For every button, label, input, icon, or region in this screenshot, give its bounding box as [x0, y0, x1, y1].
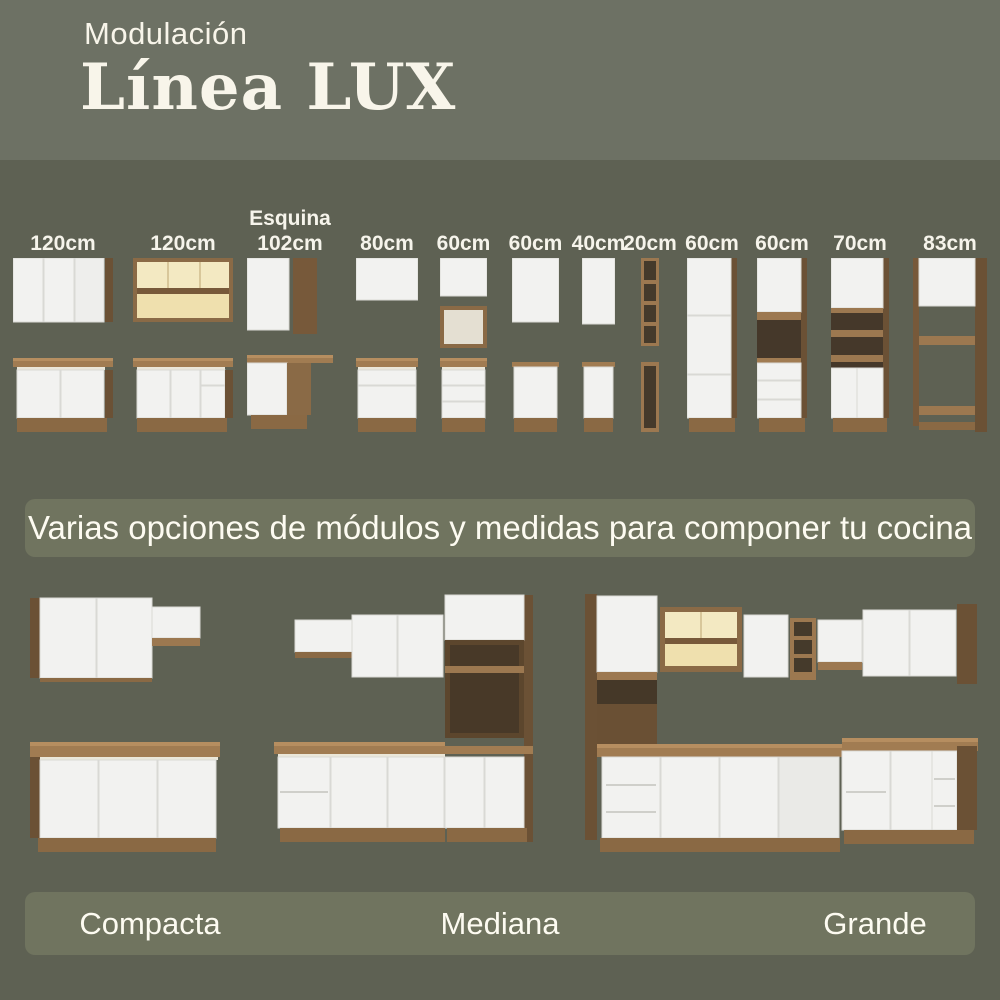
module-size-label: 40cm [571, 232, 626, 255]
cabinet-illustration-tall-pantry [687, 258, 737, 437]
cabinet-illustration-niche-drawers [440, 258, 487, 437]
banner [25, 499, 975, 557]
kitchen-grande-illustration [572, 586, 990, 883]
page-title: Línea LUX [80, 50, 457, 125]
module-column-60cm-tower [757, 200, 807, 432]
module-column-esquina-102cm [247, 200, 333, 432]
module-size-label: 80cm [360, 232, 414, 255]
header-section [0, 0, 1000, 160]
module-size-label: 60cm [508, 232, 563, 255]
cabinet-illustration-single-doors [512, 258, 559, 437]
cabinet-illustration-wall3-base2 [13, 258, 113, 437]
cabinet-illustration-open-shelf-narrow [641, 258, 659, 437]
module-size-label: 120cm [30, 232, 96, 255]
module-column-80cm [356, 200, 418, 432]
cabinet-illustration-oven-tower [757, 258, 807, 437]
kitchen-compacta-illustration [28, 590, 228, 870]
module-size-label: 83cm [923, 232, 977, 255]
module-column-120cm-b [133, 200, 233, 432]
cabinet-illustration-tall-open [913, 258, 987, 437]
module-column-83cm-tall [913, 200, 987, 432]
cabinet-illustration-narrow-doors [582, 258, 615, 437]
cabinet-illustration-tall-shelves [831, 258, 889, 437]
cabinet-illustration-lit-wall-base [133, 258, 233, 437]
module-column-20cm [623, 200, 677, 432]
module-size-label: 120cm [150, 232, 216, 255]
module-column-60cm-niche [436, 200, 491, 432]
module-column-120cm-a [13, 200, 113, 432]
module-size-label: 70cm [833, 232, 887, 255]
module-size-label: 60cm [685, 232, 739, 255]
cabinet-illustration-wide-drawers [356, 258, 418, 437]
kitchen-mediana-illustration [268, 586, 563, 883]
module-column-70cm-tall [831, 200, 889, 432]
module-column-40cm [571, 200, 626, 432]
kitchen-label-compacta: Compacta [79, 906, 221, 941]
cabinet-illustration-corner [247, 258, 333, 437]
module-size-label: 60cm [755, 232, 809, 255]
header-eyebrow: Modulación [84, 16, 248, 51]
kitchen-label-grande: Grande [823, 906, 927, 941]
module-size-label: 20cm [623, 232, 677, 255]
banner-text: Varias opciones de módulos y medidas para componer tu cocina [27, 509, 973, 546]
kitchen-label-mediana: Mediana [440, 906, 560, 941]
module-size-label: 60cm [436, 232, 491, 255]
module-column-60cm-doors [508, 200, 563, 432]
module-size-label: Esquina 102cm [249, 207, 331, 255]
